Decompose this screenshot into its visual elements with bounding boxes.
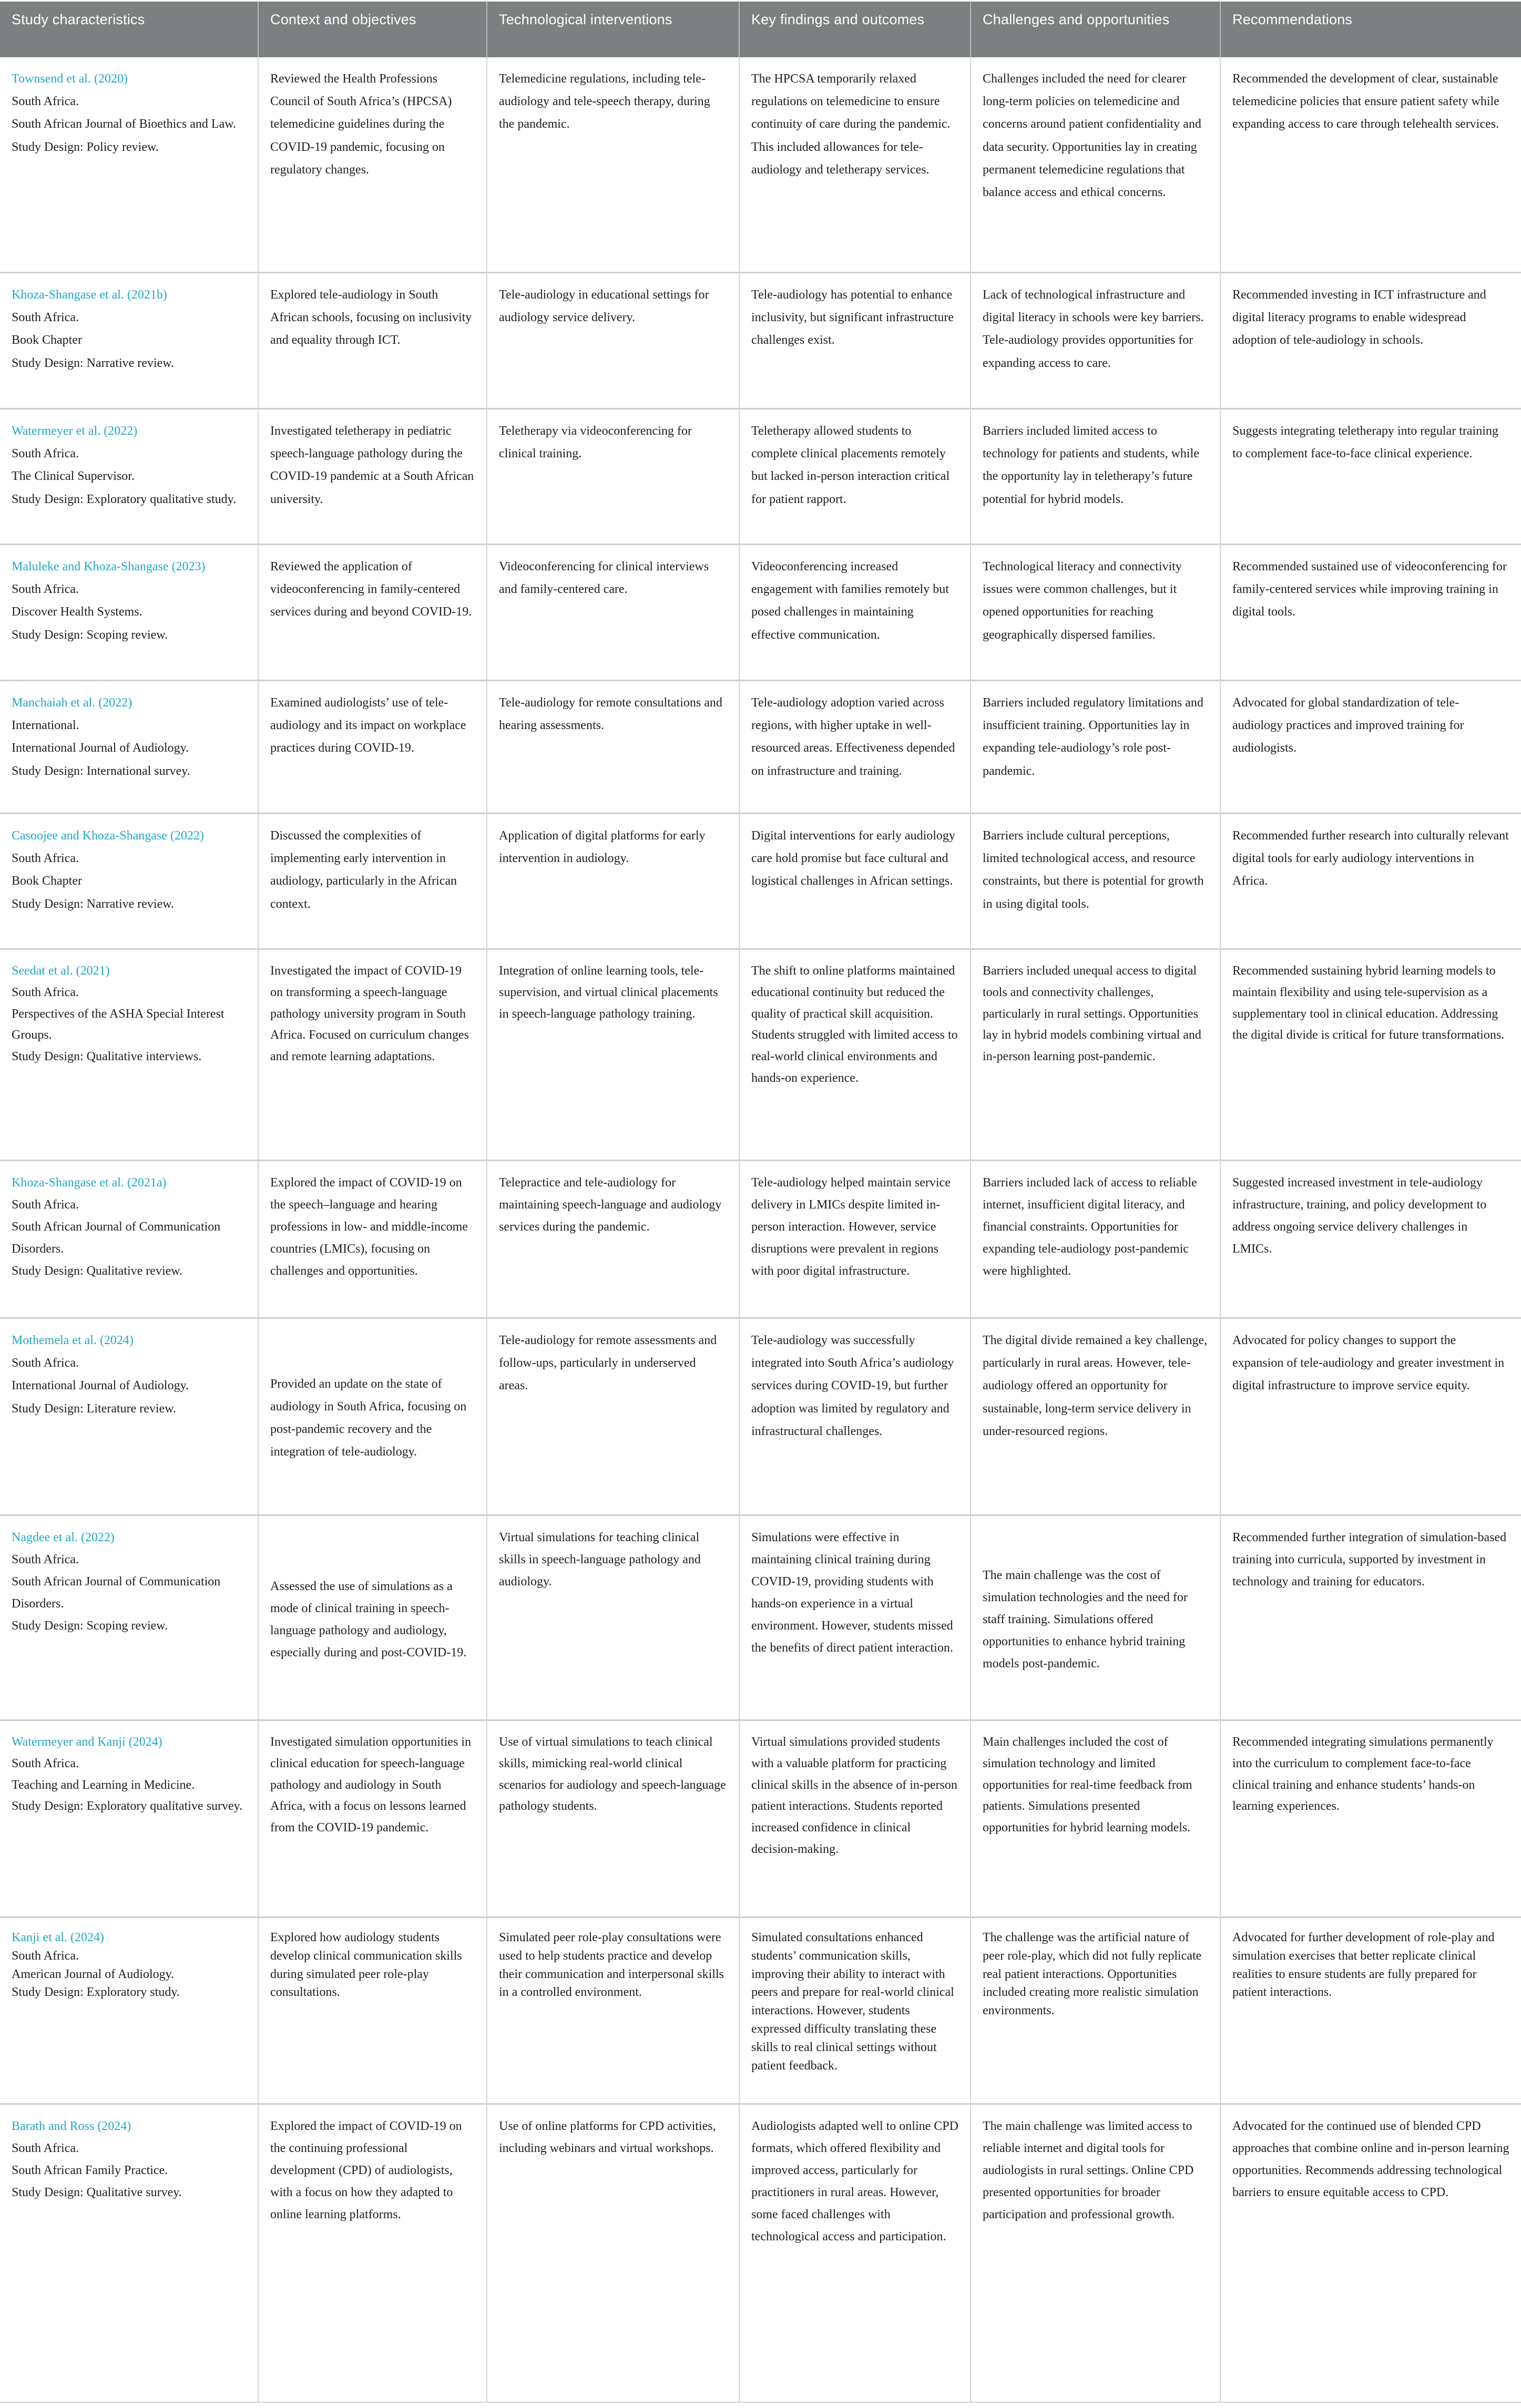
study-citation-link[interactable]: Watermeyer and Kanji (2024) xyxy=(12,1735,162,1749)
cell-recommendations: Advocated for policy changes to support the expansion of tele-audiology and greater investment in digital infrastructure to improve service equity. xyxy=(1220,1317,1521,1514)
cell-key-findings-outcomes: Simulated consultations enhanced students’ communication skills, improving their ability to interact with peers and prepare for real-world clinical interactions. However, students expressed difficulty translating these skills to real clinical settings without patient feedback. xyxy=(739,1917,970,2103)
cell-recommendations: Advocated for the continued use of blended CPD approaches that combine online and in-person learning opportunities. Recommends addressing technological barriers to ensure equitable access to CPD. xyxy=(1220,2103,1521,2403)
study-detail-line: Study Design: Narrative review. xyxy=(12,897,175,911)
study-detail-line: South Africa. xyxy=(12,2141,79,2155)
study-detail-line: South African Family Practice. xyxy=(12,2164,168,2177)
cell-recommendations: Recommended further integration of simulation-based training into curricula, supported by investment in technology and training for educators. xyxy=(1220,1514,1521,1719)
study-detail-line: Study Design: Narrative review. xyxy=(12,356,175,370)
studies-review-table xyxy=(0,2,1521,2403)
cell-context-objectives: Explored how audiology students develop clinical communication skills during simulated peer role-play consultations. xyxy=(258,1917,486,2103)
cell-study-characteristics xyxy=(0,813,258,948)
cell-study-characteristics xyxy=(0,680,258,813)
cell-study-characteristics xyxy=(0,272,258,408)
cell-challenges-opportunities: Barriers included regulatory limitations and insufficient training. Opportunities lay in expanding tele-audiology’s role post-pandemic. xyxy=(970,680,1220,813)
study-detail-line: Book Chapter xyxy=(12,333,82,347)
cell-technological-interventions: Telepractice and tele-audiology for maintaining speech-language and audiology services during the pandemic. xyxy=(486,1160,739,1317)
study-detail-line: Study Design: Qualitative review. xyxy=(12,1264,183,1278)
cell-recommendations: Advocated for further development of role-play and simulation exercises that better replicate clinical realities to ensure students are fully prepared for patient interactions. xyxy=(1220,1917,1521,2103)
study-detail-line: South Africa. xyxy=(12,1949,79,1963)
table-row xyxy=(0,2103,1521,2403)
cell-challenges-opportunities: Challenges included the need for clearer long-term policies on telemedicine and concerns around patient confidentiality and data security. Opportunities lay in creating permanent telemedicine regulations that balance access and ethical concerns. xyxy=(970,57,1220,272)
cell-recommendations: Recommended investing in ICT infrastructure and digital literacy programs to enable widespread adoption of tele-audiology in schools. xyxy=(1220,272,1521,408)
cell-technological-interventions: Simulated peer role-play consultations were used to help students practice and develop their communication and interpersonal skills in a controlled environment. xyxy=(486,1917,739,2103)
cell-challenges-opportunities: Barriers include cultural perceptions, limited technological access, and resource constraints, but there is potential for growth in using digital tools. xyxy=(970,813,1220,948)
cell-recommendations: Advocated for global standardization of tele-audiology practices and improved training for audiologists. xyxy=(1220,680,1521,813)
cell-key-findings-outcomes: Tele-audiology helped maintain service delivery in LMICs despite limited in-person interaction. However, service disruptions were prevalent in regions with poor digital infrastructure. xyxy=(739,1160,970,1317)
cell-study-characteristics xyxy=(0,1719,258,1917)
column-header: Recommendations xyxy=(1220,2,1521,57)
study-detail-line: Study Design: Exploratory qualitative survey. xyxy=(12,1799,243,1813)
cell-study-characteristics xyxy=(0,408,258,544)
study-citation-link[interactable]: Seedat et al. (2021) xyxy=(12,964,110,978)
cell-context-objectives: Reviewed the Health Professions Council of South Africa’s (HPCSA) telemedicine guidelines during the COVID-19 pandemic, focusing on regulatory changes. xyxy=(258,57,486,272)
cell-study-characteristics xyxy=(0,1917,258,2103)
study-citation-line xyxy=(12,2115,246,2137)
cell-key-findings-outcomes: Simulations were effective in maintaining clinical training during COVID-19, providing students with hands-on experience in a virtual environment. However, students missed the benefits of direct patient interaction. xyxy=(739,1514,970,1719)
cell-context-objectives: Reviewed the application of videoconferencing in family-centered services during and beyond COVID-19. xyxy=(258,544,486,680)
cell-key-findings-outcomes: Teletherapy allowed students to complete clinical placements remotely but lacked in-person interaction critical for patient rapport. xyxy=(739,408,970,544)
column-header: Study characteristics xyxy=(0,2,258,57)
cell-technological-interventions: Telemedicine regulations, including tele-audiology and tele-speech therapy, during the pandemic. xyxy=(486,57,739,272)
cell-study-characteristics xyxy=(0,1317,258,1514)
cell-recommendations: Recommended further research into culturally relevant digital tools for early audiology interventions in Africa. xyxy=(1220,813,1521,948)
cell-challenges-opportunities: The challenge was the artificial nature of peer role-play, which did not fully replicate real patient interactions. Opportunities included creating more realistic simulation environments. xyxy=(970,1917,1220,2103)
study-detail-line: Study Design: Qualitative survey. xyxy=(12,2186,182,2199)
study-citation-line xyxy=(12,420,246,443)
cell-key-findings-outcomes: Tele-audiology adoption varied across regions, with higher uptake in well-resourced areas. Effectiveness depended on infrastructure and training. xyxy=(739,680,970,813)
cell-technological-interventions: Tele-audiology for remote consultations and hearing assessments. xyxy=(486,680,739,813)
study-citation-link[interactable]: Watermeyer et al. (2022) xyxy=(12,424,138,438)
study-citation-link[interactable]: Khoza-Shangase et al. (2021a) xyxy=(12,1176,167,1190)
cell-key-findings-outcomes: The shift to online platforms maintained educational continuity but reduced the quality of practical skill acquisition. Students struggled with limited access to real-world clinical environments and hands-on experience. xyxy=(739,948,970,1160)
cell-technological-interventions: Teletherapy via videoconferencing for clinical training. xyxy=(486,408,739,544)
table-row xyxy=(0,1514,1521,1719)
study-citation-line xyxy=(12,1526,246,1549)
table-row xyxy=(0,272,1521,408)
study-citation-link[interactable]: Nagdee et al. (2022) xyxy=(12,1531,115,1544)
study-detail-line: Discover Health Systems. xyxy=(12,605,142,619)
study-citation-line xyxy=(12,1329,246,1352)
table-row xyxy=(0,813,1521,948)
column-header: Key findings and outcomes xyxy=(739,2,970,57)
cell-challenges-opportunities: Technological literacy and connectivity issues were common challenges, but it opened opportunities for reaching geographically dispersed families. xyxy=(970,544,1220,680)
study-detail-line: International Journal of Audiology. xyxy=(12,741,189,755)
study-detail-line: Study Design: Exploratory qualitative study. xyxy=(12,492,237,506)
study-citation-link[interactable]: Khoza-Shangase et al. (2021b) xyxy=(12,288,167,302)
cell-technological-interventions: Tele-audiology for remote assessments and follow-ups, particularly in underserved areas. xyxy=(486,1317,739,1514)
cell-challenges-opportunities: Barriers included limited access to technology for patients and students, while the opportunity lay in teletherapy’s future potential for hybrid models. xyxy=(970,408,1220,544)
study-detail-line: South African Journal of Communication Disorders. xyxy=(12,1220,221,1256)
cell-context-objectives: Investigated simulation opportunities in clinical education for speech-language pathology and audiology in South Africa, with a focus on lessons learned from the COVID-19 pandemic. xyxy=(258,1719,486,1917)
cell-challenges-opportunities: Lack of technological infrastructure and digital literacy in schools were key barriers. Tele-audiology provides opportunities for expanding access to care. xyxy=(970,272,1220,408)
study-citation-link[interactable]: Mothemela et al. (2024) xyxy=(12,1334,134,1347)
study-citation-line xyxy=(12,960,246,982)
study-detail-line: Study Design: Literature review. xyxy=(12,1401,177,1416)
study-detail-line: South Africa. xyxy=(12,1356,79,1370)
cell-context-objectives: Explored the impact of COVID-19 on the speech–language and hearing professions in low- and middle-income countries (LMICs), focusing on challenges and opportunities. xyxy=(258,1160,486,1317)
table-row xyxy=(0,1719,1521,1917)
column-header: Challenges and opportunities xyxy=(970,2,1220,57)
cell-study-characteristics xyxy=(0,57,258,272)
table-row xyxy=(0,1317,1521,1514)
cell-challenges-opportunities: The digital divide remained a key challenge, particularly in rural areas. However, tele-audiology offered an opportunity for sustainable, long-term service delivery in under-resourced regions. xyxy=(970,1317,1220,1514)
table-row xyxy=(0,948,1521,1160)
study-citation-link[interactable]: Barath and Ross (2024) xyxy=(12,2119,131,2133)
study-citation-line xyxy=(12,1731,246,1753)
study-citation-line xyxy=(12,692,246,714)
cell-challenges-opportunities: Barriers included unequal access to digital tools and connectivity challenges, particularly in rural settings. Opportunities lay in hybrid models combining virtual and in-person learning post-pandemic. xyxy=(970,948,1220,1160)
study-citation-line xyxy=(12,1172,246,1194)
cell-key-findings-outcomes: Audiologists adapted well to online CPD formats, which offered flexibility and improved access, particularly for practitioners in rural areas. However, some faced challenges with technological access and participation. xyxy=(739,2103,970,2403)
study-detail-line: South Africa. xyxy=(12,985,79,999)
table-row xyxy=(0,544,1521,680)
cell-key-findings-outcomes: Virtual simulations provided students with a valuable platform for practicing clinical skills in the absence of in-person patient interactions. Students reported increased confidence in clinical decision-making. xyxy=(739,1719,970,1917)
cell-context-objectives: Investigated the impact of COVID-19 on transforming a speech-language pathology university program in South Africa. Focused on curriculum changes and remote learning adaptations. xyxy=(258,948,486,1160)
column-header: Context and objectives xyxy=(258,2,486,57)
cell-context-objectives: Provided an update on the state of audiology in South Africa, focusing on post-pandemic recovery and the integration of tele-audiology. xyxy=(258,1317,486,1514)
study-citation-line xyxy=(12,825,246,847)
cell-recommendations: Recommended the development of clear, sustainable telemedicine policies that ensure patient safety while expanding access to care through telehealth services. xyxy=(1220,57,1521,272)
cell-challenges-opportunities: Barriers included lack of access to reliable internet, insufficient digital literacy, and financial constraints. Opportunities for expanding tele-audiology post-pandemic were highlighted. xyxy=(970,1160,1220,1317)
cell-context-objectives: Investigated teletherapy in pediatric speech-language pathology during the COVID-19 pandemic at a South African university. xyxy=(258,408,486,544)
study-citation-link[interactable]: Casoojee and Khoza-Shangase (2022) xyxy=(12,829,204,843)
cell-key-findings-outcomes: Tele-audiology has potential to enhance inclusivity, but significant infrastructure challenges exist. xyxy=(739,272,970,408)
study-detail-line: American Journal of Audiology. xyxy=(12,1967,175,1981)
study-detail-line: International. xyxy=(12,719,79,733)
cell-key-findings-outcomes: Tele-audiology was successfully integrated into South Africa’s audiology services during COVID-19, but further adoption was limited by regulatory and infrastructural challenges. xyxy=(739,1317,970,1514)
study-detail-line: Study Design: Exploratory study. xyxy=(12,1985,180,2000)
study-detail-line: Study Design: Policy review. xyxy=(12,140,159,154)
cell-technological-interventions: Tele-audiology in educational settings for audiology service delivery. xyxy=(486,272,739,408)
cell-context-objectives: Examined audiologists’ use of tele-audiology and its impact on workplace practices during COVID-19. xyxy=(258,680,486,813)
study-detail-line: South Africa. xyxy=(12,95,79,109)
study-citation-link[interactable]: Manchaiah et al. (2022) xyxy=(12,696,132,710)
study-detail-line: South Africa. xyxy=(12,1756,79,1770)
study-citation-line xyxy=(12,556,246,578)
study-detail-line: Study Design: Scoping review. xyxy=(12,1619,168,1633)
table-row xyxy=(0,1917,1521,2103)
cell-technological-interventions: Virtual simulations for teaching clinical skills in speech-language pathology and audiology. xyxy=(486,1514,739,1719)
cell-technological-interventions: Application of digital platforms for early intervention in audiology. xyxy=(486,813,739,948)
study-detail-line: South African Journal of Bioethics and Law. xyxy=(12,117,237,131)
study-detail-line: International Journal of Audiology. xyxy=(12,1379,189,1393)
cell-recommendations: Recommended sustained use of videoconferencing for family-centered services while improving training in digital tools. xyxy=(1220,544,1521,680)
cell-key-findings-outcomes: The HPCSA temporarily relaxed regulations on telemedicine to ensure continuity of care during the pandemic. This included allowances for tele-audiology and teletherapy services. xyxy=(739,57,970,272)
study-detail-line: South African Journal of Communication Disorders. xyxy=(12,1575,221,1611)
cell-key-findings-outcomes: Digital interventions for early audiology care hold promise but face cultural and logistical challenges in African settings. xyxy=(739,813,970,948)
table-body xyxy=(0,57,1521,2403)
study-citation-link[interactable]: Maluleke and Khoza-Shangase (2023) xyxy=(12,560,206,573)
cell-technological-interventions: Use of online platforms for CPD activities, including webinars and virtual workshops. xyxy=(486,2103,739,2403)
cell-study-characteristics xyxy=(0,544,258,680)
cell-context-objectives: Discussed the complexities of implementing early intervention in audiology, particularly in the African context. xyxy=(258,813,486,948)
study-detail-line: The Clinical Supervisor. xyxy=(12,469,135,484)
study-citation-line xyxy=(12,284,246,306)
cell-context-objectives: Explored the impact of COVID-19 on the continuing professional development (CPD) of audiologists, with a focus on how they adapted to online learning platforms. xyxy=(258,2103,486,2403)
study-detail-line: Study Design: International survey. xyxy=(12,764,190,778)
cell-technological-interventions: Videoconferencing for clinical interviews and family-centered care. xyxy=(486,544,739,680)
table-row xyxy=(0,680,1521,813)
study-detail-line: Study Design: Qualitative interviews. xyxy=(12,1050,202,1064)
cell-study-characteristics xyxy=(0,2103,258,2403)
table-row xyxy=(0,408,1521,544)
study-detail-line: Book Chapter xyxy=(12,874,82,888)
cell-recommendations: Suggested increased investment in tele-audiology infrastructure, training, and policy development to address ongoing service delivery challenges in LMICs. xyxy=(1220,1160,1521,1317)
cell-technological-interventions: Use of virtual simulations to teach clinical skills, mimicking real-world clinical scenarios for audiology and speech-language pathology students. xyxy=(486,1719,739,1917)
cell-challenges-opportunities: The main challenge was limited access to reliable internet and digital tools for audiologists in rural settings. Online CPD presented opportunities for broader participation and professional growth. xyxy=(970,2103,1220,2403)
study-detail-line: South Africa. xyxy=(12,1553,79,1566)
cell-study-characteristics xyxy=(0,1514,258,1719)
study-detail-line: South Africa. xyxy=(12,852,79,866)
cell-key-findings-outcomes: Videoconferencing increased engagement with families remotely but posed challenges in maintaining effective communication. xyxy=(739,544,970,680)
study-citation-link[interactable]: Townsend et al. (2020) xyxy=(12,72,128,86)
study-detail-line: South Africa. xyxy=(12,447,79,461)
study-detail-line: South Africa. xyxy=(12,311,79,325)
cell-study-characteristics xyxy=(0,948,258,1160)
cell-context-objectives: Explored tele-audiology in South African schools, focusing on inclusivity and equality through ICT. xyxy=(258,272,486,408)
table-row xyxy=(0,57,1521,272)
study-citation-line xyxy=(12,68,246,90)
study-detail-line: Teaching and Learning in Medicine. xyxy=(12,1778,195,1792)
cell-challenges-opportunities: The main challenge was the cost of simulation technologies and the need for staff training. Simulations offered opportunities to enhance hybrid training models post-pandemic. xyxy=(970,1514,1220,1719)
column-header: Technological interventions xyxy=(486,2,739,57)
cell-context-objectives: Assessed the use of simulations as a mode of clinical training in speech-language pathology and audiology, especially during and post-COVID-19. xyxy=(258,1514,486,1719)
study-detail-line: South Africa. xyxy=(12,1198,79,1212)
cell-study-characteristics xyxy=(0,1160,258,1317)
study-detail-line: Perspectives of the ASHA Special Interest Groups. xyxy=(12,1007,224,1042)
cell-challenges-opportunities: Main challenges included the cost of simulation technology and limited opportunities for real-time feedback from patients. Simulations presented opportunities for hybrid learning models. xyxy=(970,1719,1220,1917)
cell-technological-interventions: Integration of online learning tools, tele-supervision, and virtual clinical placements in speech-language pathology training. xyxy=(486,948,739,1160)
table-header xyxy=(0,2,1521,57)
study-detail-line: South Africa. xyxy=(12,582,79,597)
cell-recommendations: Recommended integrating simulations permanently into the curriculum to complement face-to-face clinical training and enhance students’ hands-on learning experiences. xyxy=(1220,1719,1521,1917)
study-citation-link[interactable]: Kanji et al. (2024) xyxy=(12,1931,104,1944)
table-row xyxy=(0,1160,1521,1317)
study-detail-line: Study Design: Scoping review. xyxy=(12,628,168,642)
cell-recommendations: Suggests integrating teletherapy into regular training to complement face-to-face clinical experience. xyxy=(1220,408,1521,544)
study-citation-line xyxy=(12,1929,246,1947)
header-row xyxy=(0,2,1521,57)
cell-recommendations: Recommended sustaining hybrid learning models to maintain flexibility and using tele-supervision as a supplementary tool in clinical education. Addressing the digital divide is critical for future transformations. xyxy=(1220,948,1521,1160)
